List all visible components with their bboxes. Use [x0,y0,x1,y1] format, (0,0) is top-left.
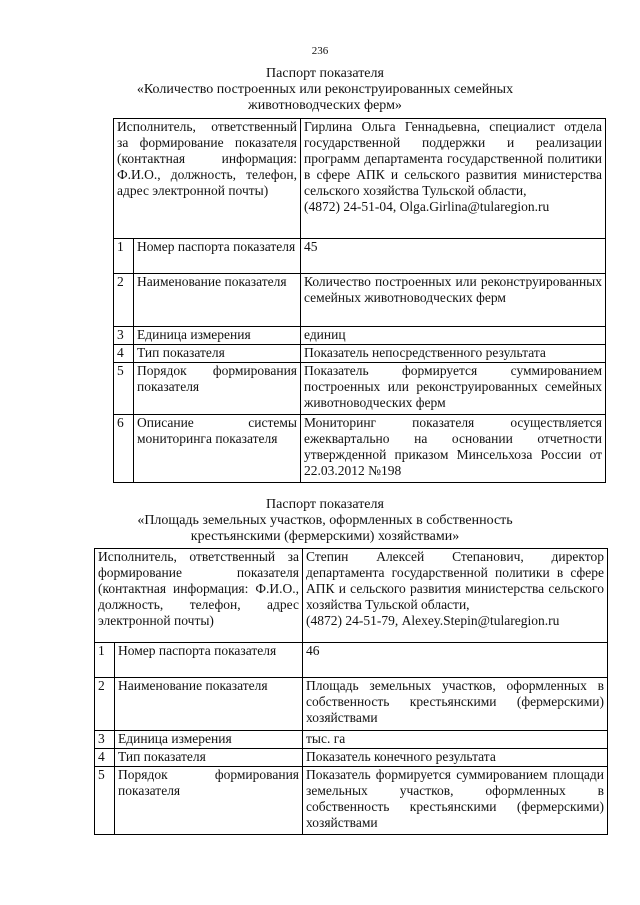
table-row [95,678,608,731]
row-number: 1 [95,643,115,678]
row-number: 6 [114,415,134,483]
table-row [114,327,606,345]
table-row [114,345,606,363]
row-value: Показатель непосредственного результата [301,345,606,363]
row-label: Наименование показателя [134,274,301,327]
executor-value-text: Степин Алексей Степанович, директор департамента государственной политики в сфере АПК и сельского развития министерства сельского хозяйства Тульской области, [306,549,604,612]
row-label: Единица измерения [115,731,303,749]
row-number: 3 [95,731,115,749]
row-number: 2 [114,274,134,327]
executor-label: Исполнитель, ответственный за формирование показателя (контактная информация: Ф.И.О., должность, телефон, адрес электронной почты) [114,119,301,239]
passport-1-title: Паспорт показателя [266,66,384,81]
passport-1-indicator-name-line1: «Количество построенных или реконструированных семейных [136,82,514,97]
table-row [114,363,606,415]
table-row [114,239,606,274]
row-value: Показатель формируется суммированием площади земельных участков, оформленных в собственность крестьянскими (фермерскими) хозяйствами [303,767,608,835]
row-label: Порядок формирования показателя [134,363,301,415]
row-value: Площадь земельных участков, оформленных в собственность крестьянскими (фермерскими) хозяйствами [303,678,608,731]
row-number: 4 [114,345,134,363]
passport-2-table [94,548,608,835]
row-value: 45 [301,239,606,274]
table-row [95,749,608,767]
executor-contact: (4872) 24-51-04, Olga.Girlina@tularegion.ru [304,199,550,214]
table-row [114,415,606,483]
passport-2-heading [90,497,560,545]
row-label: Наименование показателя [115,678,303,731]
row-value: тыс. га [303,731,608,749]
passport-2-title: Паспорт показателя [266,497,384,512]
row-number: 5 [114,363,134,415]
row-value: 46 [303,643,608,678]
row-label: Номер паспорта показателя [115,643,303,678]
passport-1-table [113,118,606,483]
table-row [114,274,606,327]
row-label: Описание системы мониторинга показателя [134,415,301,483]
table-row [95,549,608,643]
executor-contact: (4872) 24-51-79, Alexey.Stepin@tularegion.ru [306,613,560,628]
passport-1-heading [90,66,560,114]
row-number: 3 [114,327,134,345]
row-value: Мониторинг показателя осуществляется ежеквартально на основании отчетности утвержденной приказом Минсельхоза России от 22.03.2012 №198 [301,415,606,483]
executor-value [301,119,606,239]
table-row [95,767,608,835]
executor-value-text: Гирлина Ольга Геннадьевна, специалист отдела государственной поддержки и реализации программ департамента государственной политики в сфере АПК и сельского развития министерства сельского хозяйства Тульской области, [304,119,602,198]
row-label: Единица измерения [134,327,301,345]
page-number: 236 [311,45,329,57]
row-number: 5 [95,767,115,835]
passport-2-indicator-name-line1: «Площадь земельных участков, оформленных в собственность [137,513,513,528]
row-number: 4 [95,749,115,767]
row-label: Порядок формирования показателя [115,767,303,835]
table-row [114,119,606,239]
executor-value [303,549,608,643]
row-number: 2 [95,678,115,731]
row-value: единиц [301,327,606,345]
row-value: Показатель формируется суммированием построенных или реконструированных семейных животноводческих ферм [301,363,606,415]
table-row [95,731,608,749]
row-label: Тип показателя [115,749,303,767]
row-value: Показатель конечного результата [303,749,608,767]
passport-1-indicator-name-line2: животноводческих ферм» [248,98,402,113]
executor-label: Исполнитель, ответственный за формирование показателя (контактная информация: Ф.И.О., должность, телефон, адрес электронной почты) [95,549,303,643]
table-row [95,643,608,678]
row-number: 1 [114,239,134,274]
row-label: Тип показателя [134,345,301,363]
passport-2-indicator-name-line2: крестьянскими (фермерскими) хозяйствами» [190,529,460,544]
row-value: Количество построенных или реконструированных семейных животноводческих ферм [301,274,606,327]
row-label: Номер паспорта показателя [134,239,301,274]
